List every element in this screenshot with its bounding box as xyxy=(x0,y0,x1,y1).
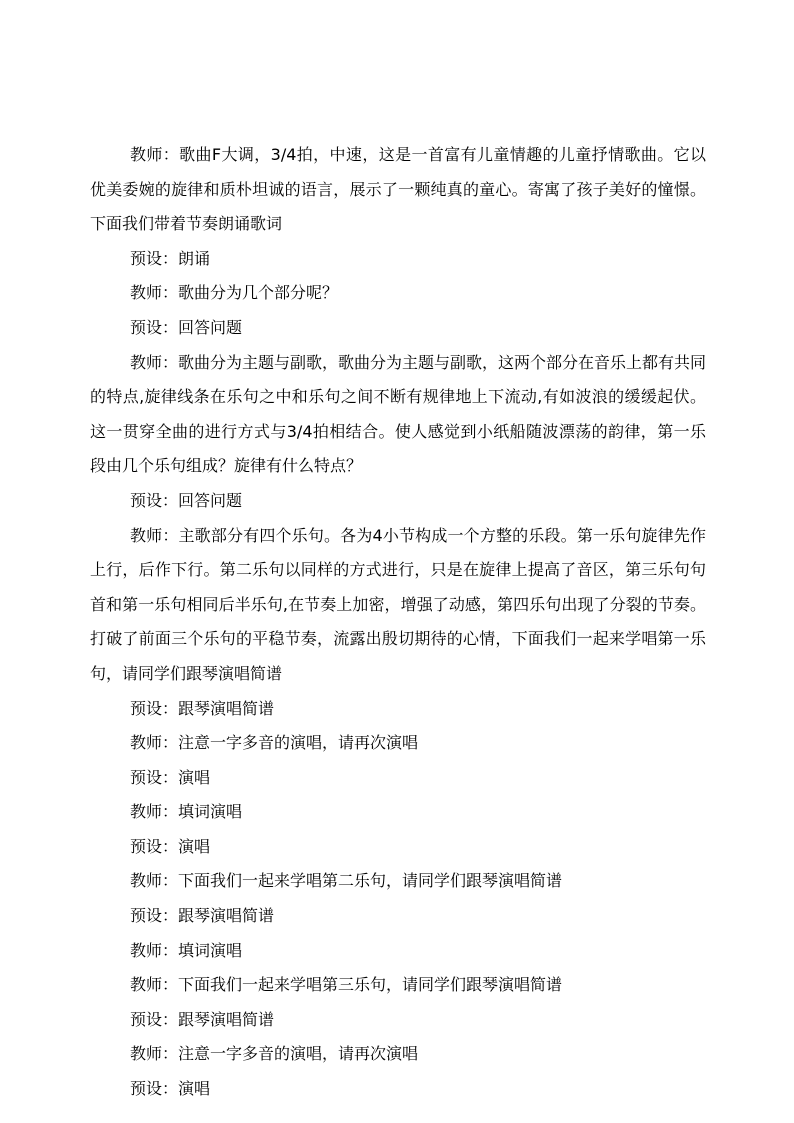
paragraph-teacher: 教师：主歌部分有四个乐句。各为4小节构成一个方整的乐段。第一乐句旋律先作上行，后作下行。第二乐句以同样的方式进行，只是在旋律上提高了音区，第三乐句句首和第一乐句相同后半乐句,在节奏上加密，增强了动感，第四乐句出现了分裂的节奏。打破了前面三个乐句的平稳节奏，流露出殷切期待的心情，下面我们一起来学唱第一乐句，请同学们跟琴演唱简谱 xyxy=(90,525,706,683)
paragraph-preset: 预设：朗诵 xyxy=(130,248,211,268)
paragraph-preset: 预设：演唱 xyxy=(130,767,211,787)
document-body xyxy=(90,138,706,1107)
paragraph-teacher: 教师：下面我们一起来学唱第三乐句，请同学们跟琴演唱简谱 xyxy=(130,975,563,995)
paragraph-intro: 教师：歌曲F大调，3/4拍，中速，这是一首富有儿童情趣的儿童抒情歌曲。它以优美委婉的旋律和质朴坦诚的语言，展示了一颗纯真的童心。寄寓了孩子美好的憧憬。下面我们带着节奏朗诵歌词 xyxy=(90,145,706,234)
paragraph-preset: 预设：回答问题 xyxy=(130,490,243,510)
paragraph-teacher: 教师：填词演唱 xyxy=(130,940,243,960)
paragraph-preset: 预设：演唱 xyxy=(130,836,211,856)
paragraph-preset: 预设：回答问题 xyxy=(130,317,243,337)
paragraph-teacher: 教师：注意一字多音的演唱，请再次演唱 xyxy=(130,1044,419,1064)
paragraph-preset: 预设：跟琴演唱简谱 xyxy=(130,1009,275,1029)
paragraph-teacher: 教师：注意一字多音的演唱，请再次演唱 xyxy=(130,733,419,753)
paragraph-preset: 预设：跟琴演唱简谱 xyxy=(130,698,275,718)
paragraph-teacher: 教师：填词演唱 xyxy=(130,802,243,822)
paragraph-teacher: 教师：歌曲分为主题与副歌，歌曲分为主题与副歌，这两个部分在音乐上都有共同的特点,旋律线条在乐句之中和乐句之间不断有规律地上下流动,有如波浪的缓缓起伏。这一贯穿全曲的进行方式与3/4拍相结合。使人感觉到小纸船随波漂荡的韵律，第一乐段由几个乐句组成？旋律有什么特点？ xyxy=(90,352,707,476)
paragraph-teacher: 教师：歌曲分为几个部分呢？ xyxy=(130,283,339,303)
paragraph-preset: 预设：跟琴演唱简谱 xyxy=(130,906,275,926)
paragraph-preset: 预设：演唱 xyxy=(130,1079,211,1099)
paragraph-teacher: 教师：下面我们一起来学唱第二乐句，请同学们跟琴演唱简谱 xyxy=(130,871,563,891)
